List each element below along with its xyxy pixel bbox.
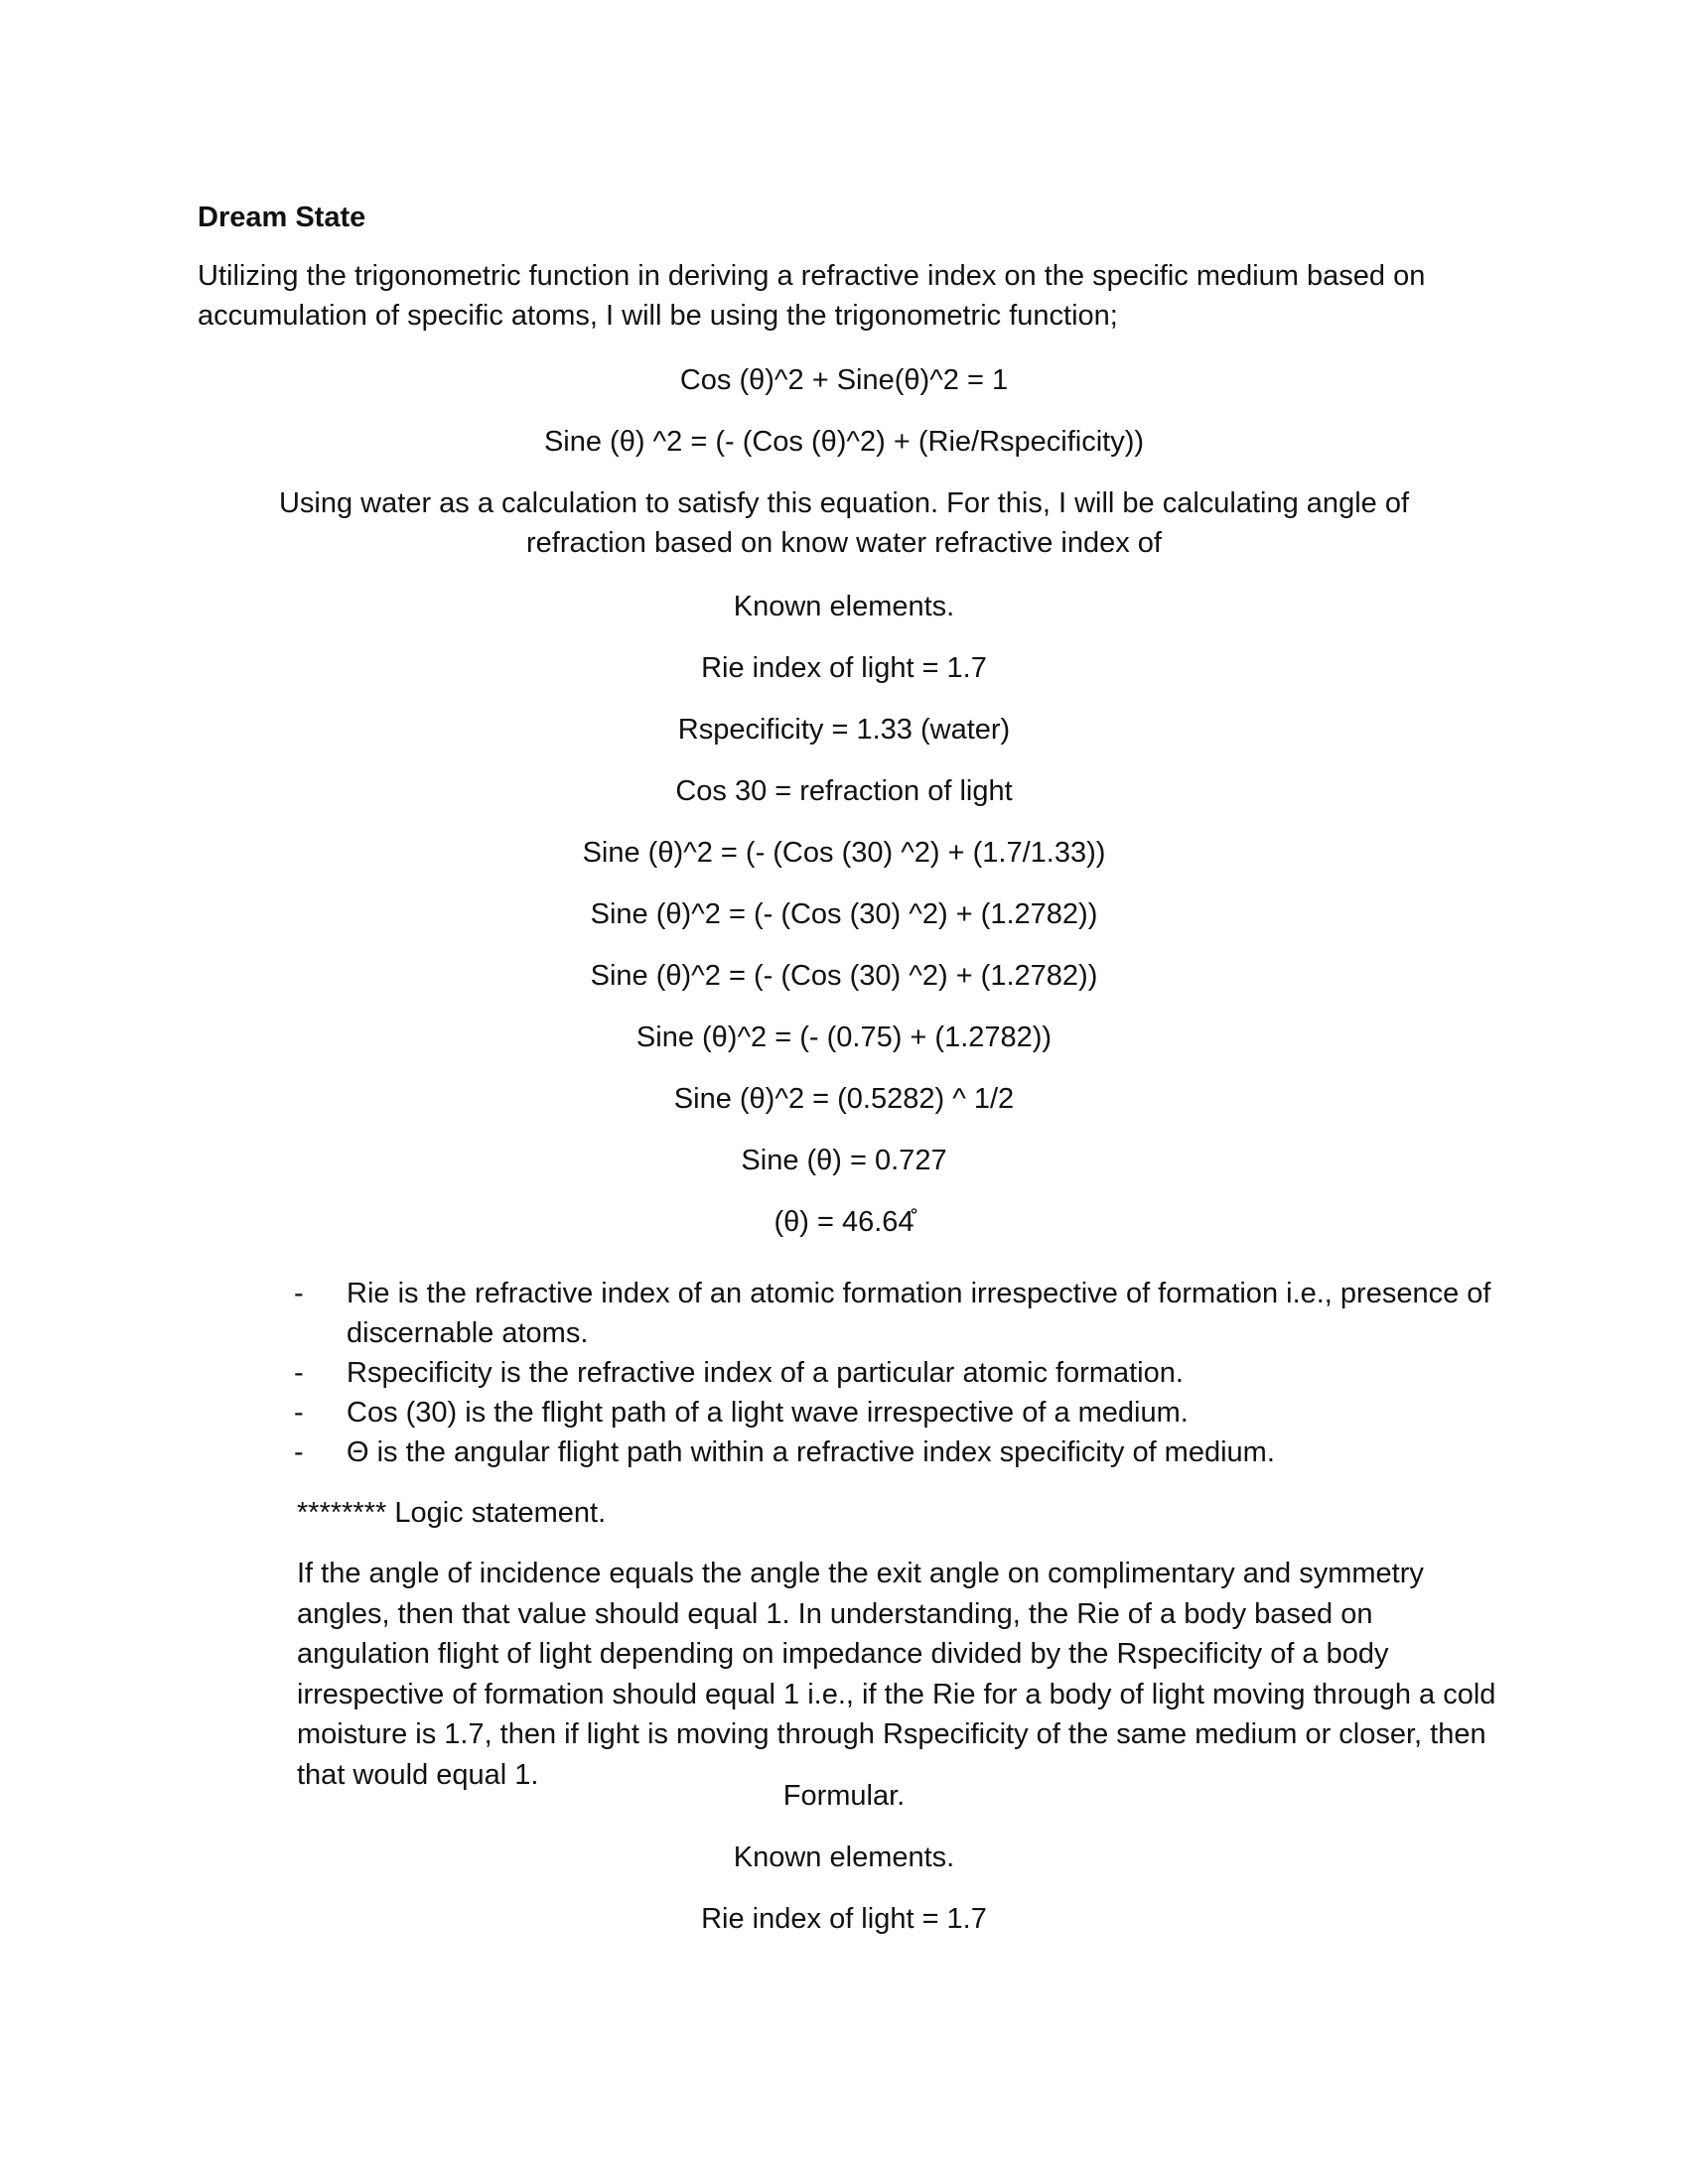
definition-text: Cos (30) is the flight path of a light wave irrespective of a medium. [347, 1397, 1189, 1429]
logic-heading: ******** Logic statement. [297, 1497, 607, 1529]
calc-step: Sine (θ)^2 = (- (Cos (30) ^2) + (1.2782)) [590, 898, 1098, 930]
document-title: Dream State [198, 202, 366, 233]
definitions-list [294, 1274, 1515, 1472]
known-rie-2: Rie index of light = 1.7 [701, 1903, 987, 1935]
known-elements-heading-2: Known elements. [733, 1842, 955, 1873]
bullet-dash: - [294, 1436, 304, 1468]
calc-step: Sine (θ)^2 = (- (Cos (30) ^2) + (1.2782)) [590, 960, 1098, 992]
bullet-dash: - [294, 1397, 304, 1429]
water-note: Using water as a calculation to satisfy this equation. For this, I will be calculating angle of refraction based on know water refractive index of [278, 487, 1410, 559]
equation-identity: Cos (θ)^2 + Sine(θ)^2 = 1 [679, 364, 1009, 396]
definition-text: Rie is the refractive index of an atomic formation irrespective of formation i.e., presence of discernable atoms. [347, 1278, 1491, 1349]
calc-step: Sine (θ)^2 = (- (Cos (30) ^2) + (1.7/1.33)) [582, 837, 1106, 869]
definition-text: Θ is the angular flight path within a refractive index specificity of medium. [347, 1436, 1275, 1468]
calc-result: (θ) = 46.64̊ [774, 1206, 914, 1238]
definition-item [294, 1433, 1515, 1472]
bullet-dash: - [294, 1278, 304, 1309]
bullet-dash: - [294, 1357, 304, 1389]
intro-paragraph: Utilizing the trigonometric function in deriving a refractive index on the specific medium based on accumulation of specific atoms, I will be using the trigonometric function; [198, 260, 1426, 332]
logic-paragraph: If the angle of incidence equals the angle the exit angle on complimentary and symmetry angles, then that value should equal 1. In understanding, the Rie of a body based on angulation flight of light depending on impedance divided by the Rspecificity of a body irrespective of formation should equal 1 i.e., if the Rie for a body of light moving through a cold moisture is 1.7, then if light is moving through Rspecificity of the same medium or closer, then that would equal 1. [297, 1558, 1496, 1791]
definition-text: Rspecificity is the refractive index of a particular atomic formation. [347, 1357, 1184, 1389]
formular-heading: Formular. [782, 1780, 906, 1812]
calc-step: Sine (θ)^2 = (0.5282) ^ 1/2 [673, 1083, 1015, 1115]
definition-item [294, 1393, 1515, 1433]
calc-step: Sine (θ) = 0.727 [741, 1145, 947, 1176]
known-elements-heading: Known elements. [733, 591, 955, 622]
known-rspecificity: Rspecificity = 1.33 (water) [677, 714, 1011, 746]
calc-step: Sine (θ)^2 = (- (0.75) + (1.2782)) [635, 1022, 1053, 1053]
known-cos: Cos 30 = refraction of light [675, 775, 1013, 807]
equation-rearranged: Sine (θ) ^2 = (- (Cos (θ)^2) + (Rie/Rspecificity)) [543, 426, 1145, 458]
definition-item [294, 1274, 1515, 1353]
definition-item [294, 1353, 1515, 1393]
known-rie: Rie index of light = 1.7 [701, 652, 987, 684]
